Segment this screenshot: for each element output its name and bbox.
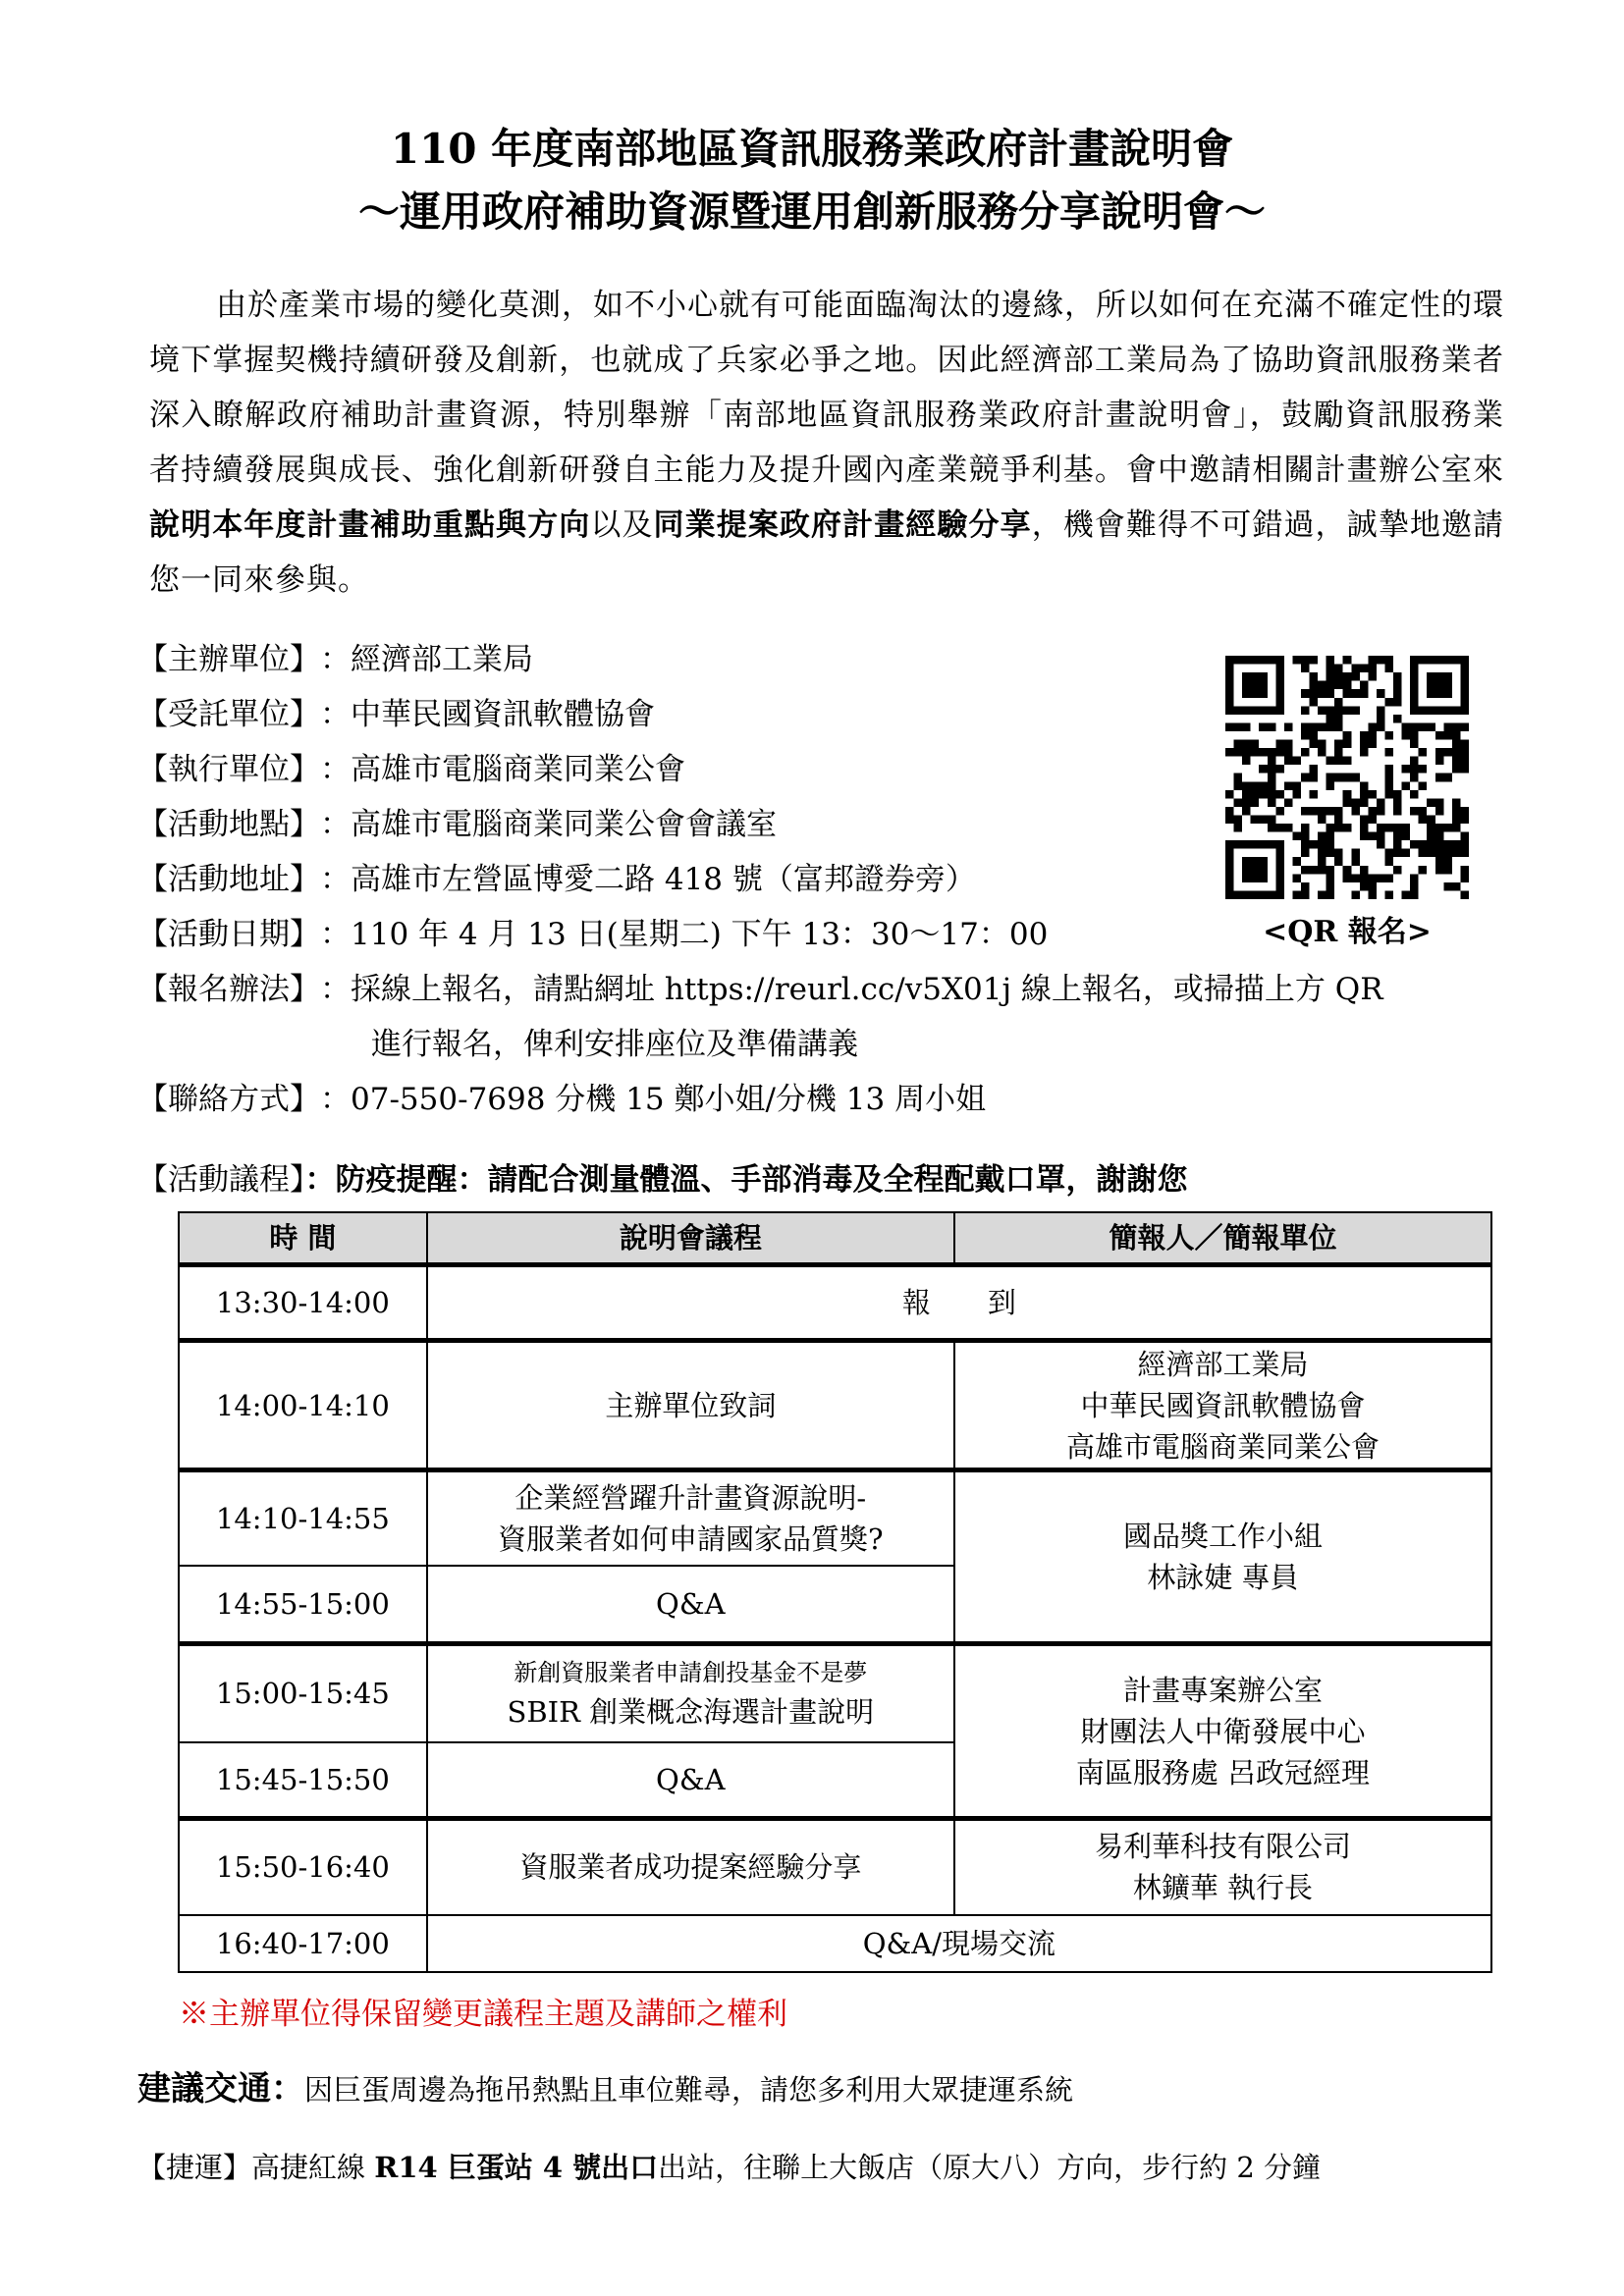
info-address — [137, 860, 976, 899]
speaker-cell — [954, 1644, 1491, 1819]
topic-cell: Q&A/現場交流 — [427, 1915, 1491, 1972]
info-address-value: ：高雄市左營區博愛二路 418 號（富邦證券旁） — [320, 862, 976, 897]
transport-label: 建議交通： — [137, 2069, 304, 2109]
topic-line: SBIR 創業概念海選計畫說明 — [507, 1695, 875, 1730]
info-date-value: ：110 年 4 月 13 日(星期二) 下午 13：30～17：00 — [320, 917, 1049, 952]
info-commissioned — [137, 695, 655, 734]
topic-cell: Q&A — [427, 1566, 954, 1644]
intro-text-3: ，機會難得不可錯過，誠摯地邀請您一同來參與。 — [149, 507, 1505, 598]
time-cell: 15:00-15:45 — [179, 1644, 427, 1742]
topic-cell: 報 到 — [427, 1265, 1491, 1341]
agenda-note: ※主辦單位得保留變更議程主題及講師之權利 — [179, 1997, 787, 2032]
info-register-value: ：採線上報名，請點網址 https://reurl.cc/v5X01j 線上報名，或掃描上方 QR — [320, 972, 1383, 1007]
time-cell: 15:50-16:40 — [179, 1819, 427, 1915]
time-cell: 15:45-15:50 — [179, 1742, 427, 1819]
header-speaker: 簡報人／簡報單位 — [954, 1212, 1491, 1265]
topic-cell: 主辦單位致詞 — [427, 1341, 954, 1470]
speaker-line: 中華民國資訊軟體協會 — [1080, 1388, 1366, 1422]
info-contact — [137, 1080, 986, 1119]
info-venue — [137, 805, 777, 844]
mrt-directions — [137, 2146, 1321, 2189]
table-row — [179, 1470, 1491, 1566]
title-line-2: ～運用政府補助資源暨運用創新服務分享說明會～ — [357, 187, 1266, 236]
mrt-label: 【捷運】高捷紅線 — [137, 2151, 375, 2184]
info-executor — [137, 750, 685, 789]
topic-line: 資服業者如何申請國家品質獎? — [498, 1522, 884, 1556]
title-line-1: 110 年度南部地區資訊服務業政府計畫說明會 — [390, 125, 1234, 173]
speaker-line: 林詠婕 專員 — [1147, 1561, 1299, 1594]
speaker-cell — [954, 1470, 1491, 1644]
table-row — [179, 1644, 1491, 1742]
info-organizer-value: ：經濟部工業局 — [320, 642, 533, 677]
table-row — [179, 1819, 1491, 1915]
info-date — [137, 915, 1048, 954]
intro-bold-2: 同業提案政府計畫經驗分享 — [653, 507, 1032, 543]
info-organizer-label: 【主辦單位】 — [137, 642, 320, 677]
info-contact-label: 【聯絡方式】 — [137, 1082, 320, 1117]
info-venue-label: 【活動地點】 — [137, 807, 320, 842]
time-cell: 16:40-17:00 — [179, 1915, 427, 1972]
transport-text: 因巨蛋周邊為拖吊熱點且車位難尋，請您多利用大眾捷運系統 — [304, 2073, 1074, 2107]
transport-advice — [137, 2067, 1073, 2111]
info-executor-value: ：高雄市電腦商業同業公會 — [320, 752, 685, 787]
speaker-line: 計畫專案辦公室 — [1122, 1673, 1323, 1707]
intro-text-1: 由於產業市場的變化莫測，如不小心就有可能面臨淘汰的邊緣，所以如何在充滿不確定性的環境下掌握契機持續研發及創新，也就成了兵家必爭之地。因此經濟部工業局為了協助資訊服務業者深入瞭解政府補助計畫資源，特別舉辦「南部地區資訊服務業政府計畫說明會」，鼓勵資訊服務業者持續發展與成長、強化創新研發自主能力及提升國內產業競爭利基。會中邀請相關計畫辦公室來 — [149, 288, 1504, 488]
mrt-text: 出站，往聯上大飯店（原大八）方向，步行約 2 分鐘 — [658, 2151, 1322, 2184]
info-organizer — [137, 640, 533, 679]
time-cell: 14:00-14:10 — [179, 1341, 427, 1470]
agenda-table — [178, 1211, 1492, 1973]
topic-cell — [427, 1644, 954, 1742]
info-contact-value: ：07-550-7698 分機 15 鄭小姐/分機 13 周小姐 — [320, 1082, 987, 1117]
speaker-line: 經濟部工業局 — [1137, 1347, 1309, 1381]
info-commissioned-value: ：中華民國資訊軟體協會 — [320, 697, 655, 732]
mrt-station: R14 巨蛋站 4 號出口 — [374, 2151, 659, 2184]
time-cell: 13:30-14:00 — [179, 1265, 427, 1341]
topic-line: 新創資服業者申請創投基金不是夢 — [514, 1659, 868, 1687]
intro-paragraph — [149, 278, 1504, 608]
intro-text-2: 以及 — [590, 507, 654, 543]
speaker-line: 財團法人中衛發展中心 — [1080, 1714, 1366, 1748]
speaker-line: 林鑛華 執行長 — [1132, 1871, 1314, 1905]
info-date-label: 【活動日期】 — [137, 917, 320, 952]
table-row — [179, 1265, 1491, 1341]
speaker-cell — [954, 1341, 1491, 1470]
qr-code-icon[interactable] — [1225, 656, 1469, 899]
topic-cell: Q&A — [427, 1742, 954, 1819]
table-row — [179, 1915, 1491, 1972]
topic-line: 企業經營躍升計畫資源說明- — [514, 1480, 867, 1515]
info-register-line-2: 進行報名，俾利安排座位及準備講義 — [371, 1027, 858, 1062]
agenda-header-row — [179, 1212, 1491, 1265]
info-register-label: 【報名辦法】 — [137, 972, 320, 1007]
header-time: 時 間 — [179, 1212, 427, 1265]
topic-cell — [427, 1470, 954, 1566]
table-row — [179, 1341, 1491, 1470]
agenda-reminder: ：防疫提醒：請配合測量體溫、手部消毒及全程配戴口罩，謝謝您 — [304, 1162, 1188, 1198]
speaker-line: 國品獎工作小組 — [1122, 1520, 1323, 1553]
agenda-heading — [137, 1160, 1188, 1200]
info-executor-label: 【執行單位】 — [137, 752, 320, 787]
agenda-label: 【活動議程】 — [137, 1162, 305, 1198]
qr-caption: <QR 報名> — [1263, 915, 1432, 949]
topic-cell: 資服業者成功提案經驗分享 — [427, 1819, 954, 1915]
time-cell: 14:55-15:00 — [179, 1566, 427, 1644]
speaker-cell — [954, 1819, 1491, 1915]
header-topic: 說明會議程 — [427, 1212, 954, 1265]
time-cell: 14:10-14:55 — [179, 1470, 427, 1566]
speaker-line: 南區服務處 呂政冠經理 — [1075, 1755, 1371, 1789]
info-venue-value: ：高雄市電腦商業同業公會會議室 — [320, 807, 777, 842]
intro-bold-1: 說明本年度計畫補助重點與方向 — [149, 507, 591, 543]
info-commissioned-label: 【受託單位】 — [137, 697, 320, 732]
speaker-line: 高雄市電腦商業同業公會 — [1065, 1429, 1380, 1464]
info-address-label: 【活動地址】 — [137, 862, 320, 897]
speaker-line: 易利華科技有限公司 — [1094, 1830, 1351, 1864]
info-register — [137, 970, 1383, 1009]
